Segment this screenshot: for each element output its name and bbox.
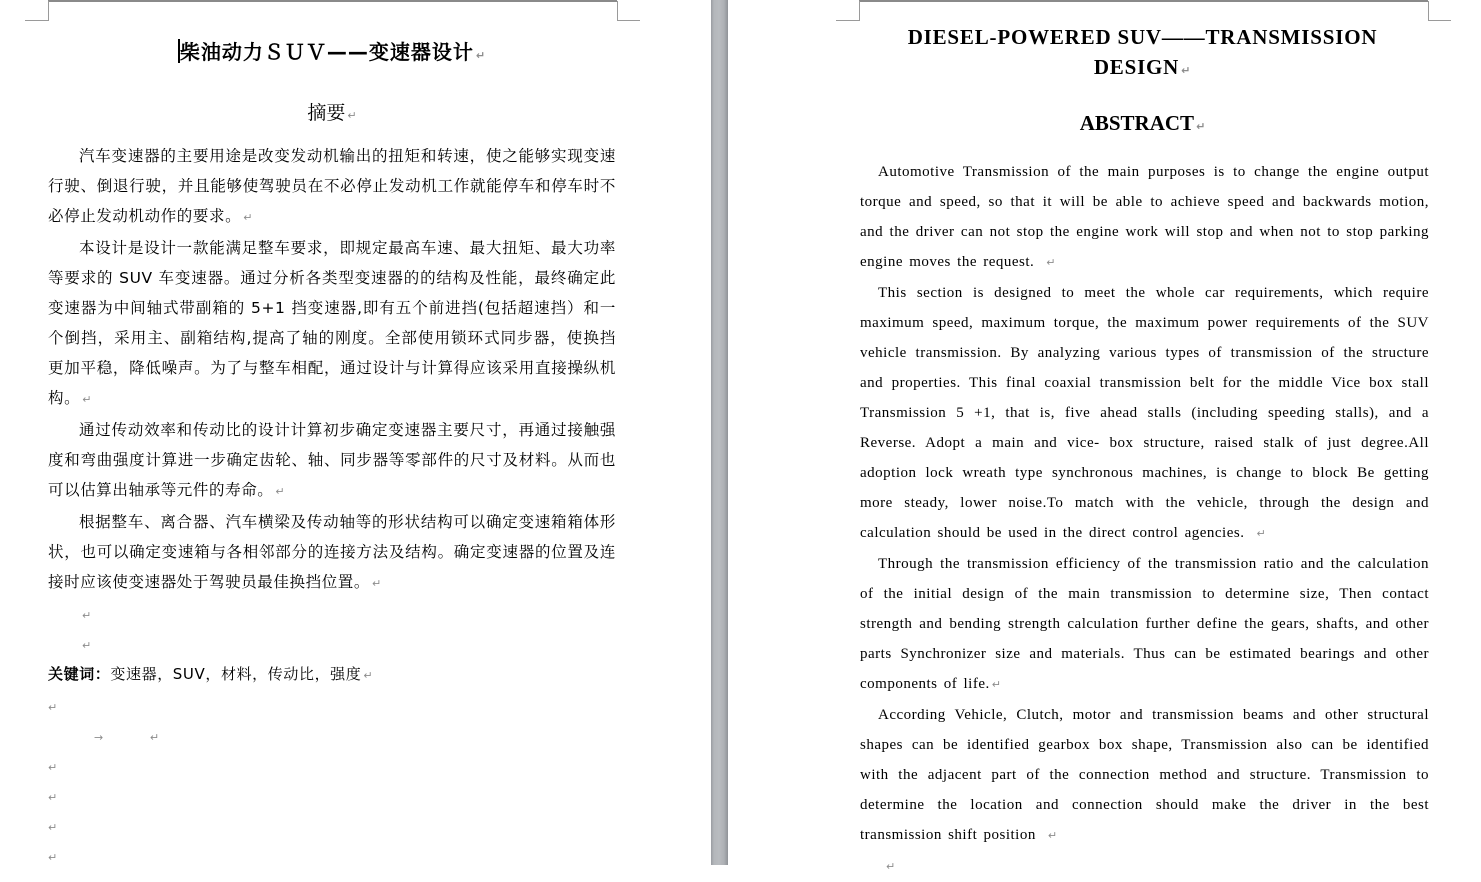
- abstract-heading-text: ABSTRACT: [1079, 111, 1195, 135]
- abstract-paragraph: [48, 507, 616, 599]
- paragraph-text: This section is designed to meet the whole car requirements, which require maximum speed, maximum torque, the maximum power requirements of the SUV vehicle transmission. By analyzing various types of transmission of the structure and properties. This final coaxial transmission belt for the middle Vice box stall Transmission 5 +1, that is, five ahead stalls (including speeding stalls), and a Reverse. Adopt a main and vice- box structure, raised stalk of just degree.All adoption lock wreath type synchronous machines, is change to block Be getting more steady, lower noise.To match with the vehicle, through the design and calculation should be used in the direct control agencies.: [860, 285, 1429, 541]
- paragraph-text: 通过传动效率和传动比的设计计算初步确定变速器主要尺寸，再通过接触强度和弯曲强度计算进一步确定齿轮、轴、同步器等零部件的尺寸及材料。从而也可以估算出轴承等元件的寿命。: [48, 421, 616, 499]
- paragraph-mark-icon: ↵: [1046, 256, 1057, 269]
- paragraph-mark-icon: ↵: [1047, 829, 1058, 842]
- paragraph-mark-icon: ↵: [991, 678, 1002, 691]
- margin-corner-mark-top-left: [859, 1, 860, 21]
- paragraph-mark-icon: ↵: [48, 761, 58, 774]
- abstract-heading-text: 摘要: [307, 102, 346, 124]
- paragraph-mark-icon: ↵: [275, 485, 286, 498]
- keywords-line: [48, 659, 616, 691]
- abstract-paragraph: [860, 278, 1429, 549]
- empty-paragraph: [48, 841, 616, 871]
- paragraph-mark-icon: ↵: [1196, 120, 1206, 133]
- paragraph-text: Automotive Transmission of the main purposes is to change the engine output torque and speed, so that it will be able to achieve speed and backwards motion, and the driver can not stop the engine work will stop and when not to stop parking engine moves the request.: [860, 164, 1429, 270]
- empty-paragraph: [48, 751, 616, 781]
- margin-corner-mark-top-left: [48, 1, 49, 21]
- title-text: DIESEL-POWERED SUV——TRANSMISSION DESIGN: [907, 25, 1378, 79]
- abstract-paragraph: [48, 415, 616, 507]
- paragraph-text: According Vehicle, Clutch, motor and transmission beams and other structural shapes can be identified gearbox box shape, Transmission also can be identified with the adjacent part of the connection method and structure. Transmission to determine the location and connection should make the driver in the best transmission shift position: [860, 707, 1429, 843]
- keywords-text: 变速器，SUV，材料，传动比，强度: [110, 665, 362, 683]
- paragraph-mark-icon: ↵: [886, 860, 896, 873]
- margin-corner-mark-top-right: [617, 1, 618, 21]
- abstract-paragraph: [860, 549, 1429, 700]
- paragraph-mark-icon: ↵: [48, 821, 58, 834]
- paragraph-text: 汽车变速器的主要用途是改变发动机输出的扭矩和转速，使之能够实现变速行驶、倒退行驶，并且能够使驾驶员在不必停止发动机工作就能停车和停车时不必停止发动机动作的要求。: [48, 147, 616, 225]
- page-top-edge: [859, 0, 1428, 2]
- empty-paragraph: [48, 811, 616, 841]
- document-page-english[interactable]: [728, 0, 1481, 873]
- empty-paragraph: [48, 629, 616, 659]
- margin-corner-mark-top-left-h: [836, 20, 860, 21]
- abstract-body-english[interactable]: [860, 157, 1429, 881]
- margin-corner-mark-top-right: [1428, 1, 1429, 21]
- paragraph-mark-icon: ↵: [82, 609, 92, 622]
- page-top-edge: [48, 0, 617, 2]
- paragraph-mark-icon: ↵: [48, 701, 58, 714]
- paragraph-mark-icon: ↵: [475, 49, 487, 62]
- empty-paragraph: [48, 691, 616, 721]
- empty-paragraph: [860, 851, 1429, 881]
- keywords-label: 关键词：: [48, 665, 111, 683]
- abstract-body[interactable]: [48, 141, 616, 871]
- tab-mark-icon: →: [94, 731, 104, 744]
- paragraph-mark-icon: ↵: [363, 669, 374, 682]
- paragraph-mark-icon: ↵: [82, 639, 92, 652]
- abstract-paragraph: [48, 141, 616, 233]
- paragraph-mark-icon: ↵: [243, 211, 254, 224]
- margin-corner-mark-top-right-h: [617, 20, 640, 21]
- abstract-heading: [0, 98, 664, 125]
- title-text: 柴油动力ＳＵＶ——变速器设计: [179, 40, 474, 64]
- paragraph-mark-icon: ↵: [1181, 64, 1192, 77]
- document-title-english[interactable]: [858, 22, 1427, 86]
- paragraph-mark-icon: ↵: [347, 109, 357, 122]
- margin-corner-mark-top-right-h: [1428, 20, 1451, 21]
- paragraph-mark-icon: ↵: [372, 577, 382, 590]
- paragraph-mark-icon: ↵: [1256, 527, 1267, 540]
- abstract-paragraph: [860, 157, 1429, 278]
- margin-corner-mark-top-left-h: [25, 20, 49, 21]
- paragraph-mark-icon: ↵: [48, 791, 58, 804]
- tab-paragraph: [48, 721, 616, 751]
- paragraph-text: 根据整车、离合器、汽车横梁及传动轴等的形状结构可以确定变速箱箱体形状，也可以确定变速箱与各相邻部分的连接方法及结构。确定变速器的位置及连接时应该使变速器处于驾驶员最佳换挡位置。: [48, 513, 616, 591]
- paragraph-mark-icon: ↵: [149, 731, 160, 744]
- paragraph-mark-icon: ↵: [48, 851, 58, 864]
- empty-paragraph: [48, 781, 616, 811]
- document-page-chinese[interactable]: [0, 0, 711, 865]
- abstract-paragraph: [860, 700, 1429, 851]
- empty-paragraph: [48, 599, 616, 629]
- document-title[interactable]: [0, 36, 664, 65]
- page-separator: [711, 0, 728, 865]
- abstract-heading-english: [858, 111, 1427, 136]
- paragraph-text: Through the transmission efficiency of the transmission ratio and the calculation of the initial design of the main transmission to determine size, Then contact strength and bending strength calculation further define the gears, shafts, and other parts Synchronizer size and materials. Thus can be estimated bearings and other components of life.: [860, 556, 1429, 692]
- abstract-paragraph: [48, 233, 616, 415]
- paragraph-mark-icon: ↵: [82, 393, 93, 406]
- paragraph-text: 本设计是设计一款能满足整车要求，即规定最高车速、最大扭矩、最大功率等要求的 SUV 车变速器。通过分析各类型变速器的的结构及性能，最终确定此变速器为中间轴式带副箱的 5+1 挡变速器,即有五个前进挡(包括超速挡）和一个倒挡，采用主、副箱结构,提高了轴的刚度。全部使用锁环式同步器，使换挡更加平稳，降低噪声。为了与整车相配，通过设计与计算得应该采用直接操纵机构。: [48, 239, 616, 407]
